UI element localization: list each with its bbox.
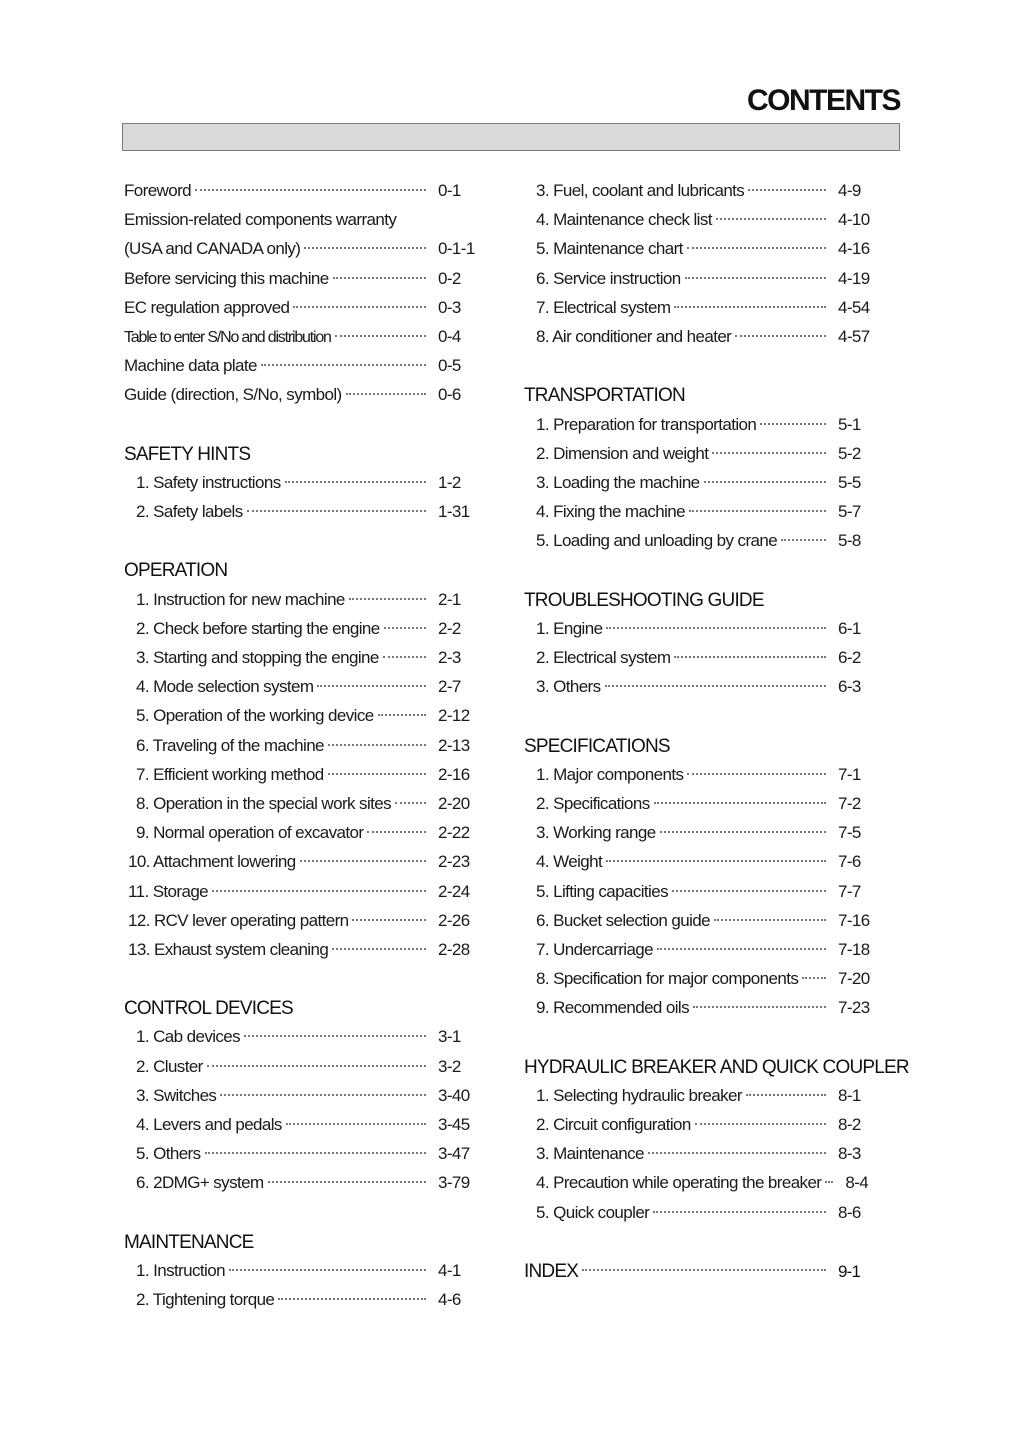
toc-entry-label: 2. Circuit configuration xyxy=(536,1115,691,1134)
toc-entry-page: 2-26 xyxy=(438,910,470,930)
dot-leader xyxy=(346,393,426,395)
toc-entry[interactable] xyxy=(124,1173,496,1202)
toc-entry-page: 5-7 xyxy=(838,502,861,522)
toc-entry-page: 2-24 xyxy=(438,881,470,901)
toc-entry[interactable] xyxy=(524,852,896,881)
toc-entry-page: 2-1 xyxy=(438,589,461,609)
toc-entry[interactable] xyxy=(524,327,896,356)
toc-entry-label: 4. Weight xyxy=(536,852,603,872)
toc-entry-page: 4-19 xyxy=(838,268,870,288)
toc-entry-label: 12. RCV lever operating pattern xyxy=(128,910,349,930)
toc-entry[interactable] xyxy=(524,181,896,210)
toc-entry-page: 7-6 xyxy=(838,852,861,872)
toc-entry-label: 6. 2DMG+ system xyxy=(136,1173,264,1193)
toc-entry-page: 0-1 xyxy=(438,181,461,200)
dot-leader xyxy=(229,1269,426,1271)
toc-entry[interactable] xyxy=(524,969,896,998)
toc-entry-page: 7-2 xyxy=(838,793,861,813)
toc-entry[interactable] xyxy=(124,940,496,969)
toc-entry[interactable] xyxy=(124,736,496,765)
toc-entry-label: Machine data plate xyxy=(124,356,257,376)
toc-entry[interactable] xyxy=(124,852,496,881)
toc-entry-label: 7. Efficient working method xyxy=(136,764,324,784)
toc-entry-label: Guide (direction, S/No, symbol) xyxy=(124,385,342,405)
toc-entry-label: 1. Instruction xyxy=(136,1260,225,1280)
dot-leader xyxy=(687,247,826,249)
toc-entry-label: 9. Normal operation of excavator xyxy=(136,823,364,843)
toc-entry-label: 2. Tightening torque xyxy=(136,1290,275,1310)
toc-entry[interactable] xyxy=(124,765,496,794)
toc-entry-label: Before servicing this machine xyxy=(124,268,329,288)
toc-entry[interactable] xyxy=(524,444,896,473)
toc-entry-page: 5-1 xyxy=(838,414,861,434)
toc-entry-page: 8-1 xyxy=(838,1085,861,1105)
toc-entry[interactable] xyxy=(124,648,496,677)
toc-entry[interactable] xyxy=(124,298,496,327)
toc-entry[interactable] xyxy=(124,1086,496,1115)
toc-entry-label: 7. Undercarriage xyxy=(536,939,654,959)
toc-entry-label: 3. Loading the machine xyxy=(536,472,700,492)
toc-entry-page: 3-40 xyxy=(438,1085,470,1105)
dot-leader xyxy=(648,1152,826,1154)
toc-entry-page: 6-2 xyxy=(838,648,861,667)
toc-entry[interactable] xyxy=(524,1115,896,1144)
toc-entry[interactable] xyxy=(124,327,496,356)
toc-entry[interactable] xyxy=(524,619,896,648)
dot-leader xyxy=(367,831,426,833)
toc-entry-page: 8-4 xyxy=(845,1173,869,1193)
toc-entry-label: 6. Bucket selection guide xyxy=(536,910,711,930)
dot-leader xyxy=(689,510,826,512)
toc-right-column xyxy=(524,181,909,1290)
toc-entry[interactable] xyxy=(124,385,496,414)
toc-entry[interactable] xyxy=(124,1115,496,1144)
index-label: INDEX xyxy=(524,1260,579,1282)
toc-entry[interactable] xyxy=(124,1261,496,1290)
dot-leader xyxy=(781,539,826,541)
toc-entry[interactable] xyxy=(124,823,496,852)
toc-entry-label: 8. Air conditioner and heater xyxy=(536,326,732,346)
title-bar xyxy=(122,123,900,151)
toc-entry-page: 5-5 xyxy=(838,472,861,492)
dot-leader xyxy=(195,189,426,191)
dot-leader xyxy=(205,1152,426,1154)
dot-leader xyxy=(654,802,826,804)
dot-leader xyxy=(261,364,426,366)
toc-entry-label: 1. Major components xyxy=(536,764,684,784)
toc-entry[interactable] xyxy=(524,1203,896,1232)
toc-entry-label: 5. Lifting capacities xyxy=(536,881,668,901)
toc-entry[interactable] xyxy=(124,1027,496,1056)
toc-entry[interactable] xyxy=(524,677,896,706)
dot-leader xyxy=(825,1181,833,1183)
toc-entry-label: 4. Mode selection system xyxy=(136,677,314,697)
toc-entry-page: 8-6 xyxy=(838,1202,861,1222)
dot-leader xyxy=(606,627,826,629)
toc-entry[interactable] xyxy=(524,794,896,823)
dot-leader xyxy=(606,860,826,862)
toc-entry-label: 1. Safety instructions xyxy=(136,472,281,492)
toc-entry[interactable] xyxy=(524,1173,896,1202)
toc-entry[interactable] xyxy=(524,1086,896,1115)
toc-entry[interactable] xyxy=(524,415,896,444)
section-title-safety[interactable]: SAFETY HINTS xyxy=(124,443,251,465)
section-title-operation[interactable]: OPERATION xyxy=(124,560,228,582)
toc-entry[interactable] xyxy=(524,298,896,327)
dot-leader xyxy=(687,773,826,775)
toc-entry-page: 5-8 xyxy=(838,531,861,551)
dot-leader xyxy=(746,1094,826,1096)
toc-entry-label: 3. Starting and stopping the engine xyxy=(136,648,379,667)
toc-entry-page: 7-7 xyxy=(838,881,861,901)
toc-entry-label: 2. Check before starting the engine xyxy=(136,618,380,638)
dot-leader xyxy=(286,1123,426,1125)
dot-leader xyxy=(685,277,826,279)
dot-leader xyxy=(220,1094,426,1096)
toc-entry-label: 1. Preparation for transportation xyxy=(536,414,757,434)
toc-entry-label: 8. Operation in the special work sites xyxy=(136,793,392,813)
toc-entry-label: 1. Engine xyxy=(536,618,603,638)
toc-entry-label: 3. Working range xyxy=(536,823,656,843)
toc-entry-page: 2-20 xyxy=(438,793,470,813)
toc-entry-label: 6. Service instruction xyxy=(536,268,681,288)
toc-entry[interactable] xyxy=(124,210,496,239)
toc-entry-label: Table to enter S/No and distribution xyxy=(124,328,331,346)
toc-entry-label: 5. Operation of the working device xyxy=(136,706,374,726)
dot-leader xyxy=(335,335,426,337)
toc-entry-page: 3-1 xyxy=(438,1027,461,1047)
toc-entry-label: 5. Others xyxy=(136,1144,201,1164)
dot-leader xyxy=(704,481,826,483)
toc-entry[interactable] xyxy=(124,619,496,648)
toc-entry-page: 5-2 xyxy=(838,443,861,463)
toc-entry-label: 6. Traveling of the machine xyxy=(136,735,324,755)
dot-leader xyxy=(349,598,426,600)
toc-entry-page: 7-18 xyxy=(838,939,870,959)
toc-entry[interactable] xyxy=(124,1057,496,1086)
toc-entry-label: (USA and CANADA only) xyxy=(124,239,301,259)
toc-entry-page: 4-6 xyxy=(438,1290,461,1310)
toc-entry-page: 6-1 xyxy=(838,618,861,638)
toc-entry-label: Foreword xyxy=(124,181,192,200)
dot-leader xyxy=(317,685,426,687)
dot-leader xyxy=(247,510,426,512)
section-title-maintenance[interactable]: MAINTENANCE xyxy=(124,1231,254,1253)
section-title-breaker[interactable]: HYDRAULIC BREAKER AND QUICK COUPLER xyxy=(524,1056,909,1078)
toc-entry-page: 1-31 xyxy=(438,502,470,522)
dot-leader xyxy=(605,685,826,687)
toc-entry[interactable] xyxy=(124,502,496,531)
dot-leader xyxy=(716,218,826,220)
toc-entry[interactable] xyxy=(124,269,496,298)
toc-entry[interactable] xyxy=(124,677,496,706)
section-title-transportation[interactable]: TRANSPORTATION xyxy=(524,385,685,407)
toc-entry-label: 3. Others xyxy=(536,677,601,697)
toc-entry[interactable] xyxy=(124,356,496,385)
toc-entry-page: 3-45 xyxy=(438,1115,470,1134)
toc-entry-page: 0-2 xyxy=(438,268,461,288)
toc-entry-label: 5. Maintenance chart xyxy=(536,239,683,259)
dot-leader xyxy=(304,247,426,249)
dot-leader xyxy=(328,773,426,775)
dot-leader xyxy=(660,831,826,833)
toc-entry-label: 13. Exhaust system cleaning xyxy=(128,939,329,959)
toc-entry-label: 7. Electrical system xyxy=(536,297,671,317)
toc-entry-label: Emission-related components warranty xyxy=(124,210,397,230)
toc-entry-page: 7-16 xyxy=(838,910,870,930)
toc-entry-page: 2-23 xyxy=(438,852,470,872)
toc-entry-label: 3. Switches xyxy=(136,1085,217,1105)
dot-leader xyxy=(672,890,826,892)
toc-entry-label: 11. Storage xyxy=(128,881,209,901)
toc-entry-label: 1. Cab devices xyxy=(136,1027,241,1047)
toc-entry-label: 3. Fuel, coolant and lubricants xyxy=(536,181,745,200)
page-title: CONTENTS xyxy=(747,84,900,117)
toc-entry-label: EC regulation approved xyxy=(124,297,290,317)
toc-entry-page: 4-1 xyxy=(438,1260,461,1280)
toc-entry-label: 4. Fixing the machine xyxy=(536,502,685,522)
toc-entry-page: 2-12 xyxy=(438,706,470,726)
toc-entry[interactable] xyxy=(124,473,496,502)
toc-entry[interactable] xyxy=(524,882,896,911)
toc-entry-page: 4-54 xyxy=(838,297,870,317)
toc-entry-page: 3-47 xyxy=(438,1144,470,1164)
section-title-troubleshooting[interactable]: TROUBLESHOOTING GUIDE xyxy=(524,589,764,611)
toc-entry-label: 8. Specification for major components xyxy=(536,969,799,989)
toc-entry[interactable] xyxy=(524,1144,896,1173)
index-page: 9-1 xyxy=(838,1261,861,1281)
toc-entry[interactable] xyxy=(124,239,496,268)
toc-entry[interactable] xyxy=(124,1290,496,1319)
dot-leader xyxy=(278,1298,426,1300)
toc-entry[interactable] xyxy=(524,648,896,677)
toc-entry[interactable] xyxy=(524,239,896,268)
toc-entry[interactable] xyxy=(524,531,896,560)
toc-entry-label: 5. Loading and unloading by crane xyxy=(536,531,778,551)
toc-entry[interactable] xyxy=(524,911,896,940)
toc-entry-label: 4. Levers and pedals xyxy=(136,1115,282,1134)
dot-leader xyxy=(300,860,426,862)
toc-entry-page: 4-10 xyxy=(838,210,870,230)
toc-entry[interactable] xyxy=(524,473,896,502)
dot-leader xyxy=(285,481,426,483)
toc-left-column xyxy=(124,181,496,1319)
dot-leader xyxy=(333,277,426,279)
toc-entry-label: 2. Safety labels xyxy=(136,502,243,522)
toc-entry-page: 2-28 xyxy=(438,939,470,959)
toc-entry-page: 0-1-1 xyxy=(438,239,475,259)
toc-entry-label: 2. Electrical system xyxy=(536,648,671,667)
dot-leader xyxy=(332,948,426,950)
dot-leader xyxy=(760,423,826,425)
toc-entry-page: 2-22 xyxy=(438,823,470,843)
toc-entry-page: 8-2 xyxy=(838,1115,861,1134)
dot-leader xyxy=(268,1181,426,1183)
toc-entry-page: 8-3 xyxy=(838,1144,861,1164)
dot-leader xyxy=(244,1035,426,1037)
toc-entry[interactable] xyxy=(524,765,896,794)
toc-entry-page: 3-2 xyxy=(438,1056,461,1076)
dot-leader xyxy=(293,306,426,308)
toc-entry-label: 10. Attachment lowering xyxy=(128,852,296,872)
toc-entry-label: 5. Quick coupler xyxy=(536,1202,650,1222)
dot-leader xyxy=(352,919,426,921)
dot-leader xyxy=(802,977,826,979)
toc-entry-page: 7-20 xyxy=(838,969,870,989)
toc-entry[interactable] xyxy=(124,882,496,911)
dot-leader xyxy=(674,306,826,308)
toc-entry-label: 4. Precaution while operating the breaker xyxy=(536,1173,822,1193)
dot-leader xyxy=(207,1065,426,1067)
toc-entry-page: 0-6 xyxy=(438,385,461,405)
dot-leader xyxy=(657,948,826,950)
toc-entry[interactable] xyxy=(524,502,896,531)
dot-leader xyxy=(693,1006,826,1008)
toc-entry[interactable] xyxy=(124,590,496,619)
toc-entry[interactable] xyxy=(524,940,896,969)
toc-entry[interactable] xyxy=(124,1144,496,1173)
dot-leader xyxy=(712,452,826,454)
toc-entry[interactable] xyxy=(124,911,496,940)
toc-entry[interactable] xyxy=(124,706,496,735)
dot-leader xyxy=(695,1123,826,1125)
dot-leader xyxy=(395,802,426,804)
dot-leader xyxy=(748,189,826,191)
toc-entry-label: 1. Selecting hydraulic breaker xyxy=(536,1085,742,1105)
toc-entry-page: 2-2 xyxy=(438,618,461,638)
dot-leader xyxy=(328,744,426,746)
toc-entry[interactable] xyxy=(524,210,896,239)
dot-leader xyxy=(714,919,826,921)
toc-entry-page: 7-5 xyxy=(838,823,861,843)
toc-entry[interactable] xyxy=(124,181,496,210)
toc-entry-page: 0-4 xyxy=(438,326,461,346)
toc-entry-label: 9. Recommended oils xyxy=(536,998,690,1018)
dot-leader xyxy=(582,1269,826,1271)
toc-entry-page: 2-7 xyxy=(438,677,461,697)
toc-entry-page: 3-79 xyxy=(438,1173,470,1193)
toc-entry-label: 1. Instruction for new machine xyxy=(136,589,345,609)
toc-entry-page: 1-2 xyxy=(438,472,461,492)
toc-entry[interactable] xyxy=(524,998,896,1027)
toc-entry-label: 2. Specifications xyxy=(536,793,650,813)
toc-entry[interactable] xyxy=(524,269,896,298)
toc-entry-page: 4-57 xyxy=(838,326,870,346)
toc-entry-page: 4-9 xyxy=(838,181,861,200)
dot-leader xyxy=(653,1211,826,1213)
toc-entry-page: 0-3 xyxy=(438,297,461,317)
toc-entry-label: 4. Maintenance check list xyxy=(536,210,712,230)
dot-leader xyxy=(212,890,426,892)
toc-entry[interactable] xyxy=(524,823,896,852)
toc-entry-page: 0-5 xyxy=(438,356,461,376)
section-title-index[interactable] xyxy=(524,1261,896,1290)
toc-entry-label: 2. Dimension and weight xyxy=(536,443,709,463)
toc-entry-page: 7-23 xyxy=(838,998,870,1018)
dot-leader xyxy=(674,656,826,658)
toc-entry-page: 4-16 xyxy=(838,239,870,259)
section-title-specifications[interactable]: SPECIFICATIONS xyxy=(524,735,670,757)
toc-entry-page: 7-1 xyxy=(838,764,861,784)
toc-entry-label: 2. Cluster xyxy=(136,1056,203,1076)
toc-entry-page: 2-16 xyxy=(438,764,470,784)
dot-leader xyxy=(378,714,426,716)
toc-entry[interactable] xyxy=(124,794,496,823)
toc-entry-label: 3. Maintenance xyxy=(536,1144,644,1164)
dot-leader xyxy=(383,656,426,658)
toc-entry-page: 2-3 xyxy=(438,648,461,667)
toc-entry-page: 2-13 xyxy=(438,735,470,755)
dot-leader xyxy=(735,335,826,337)
section-title-control-devices[interactable]: CONTROL DEVICES xyxy=(124,998,293,1020)
dot-leader xyxy=(384,627,426,629)
toc-entry-page: 6-3 xyxy=(838,677,861,697)
